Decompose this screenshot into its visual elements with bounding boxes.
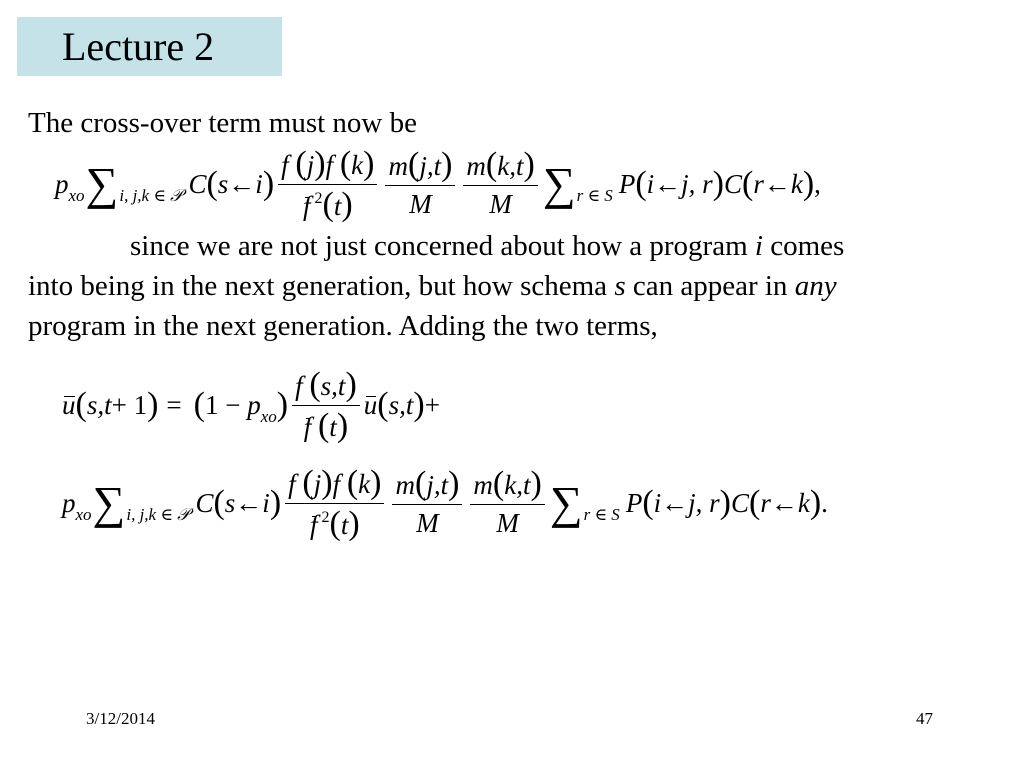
intro-text: The cross-over term must now be bbox=[28, 107, 417, 139]
explanation-line-2: into being in the next generation, but how schema s can appear in any bbox=[28, 270, 837, 302]
explanation-line-3: program in the next generation. Adding the two terms, bbox=[28, 310, 658, 342]
schema-equation-line-1: u ( s,t + 1 ) = ( 1 − p xo ) $\frac{f (s,t)}{f (t)}$ u ( s,t ) + bbox=[62, 365, 440, 444]
slide-title: Lecture 2 bbox=[62, 24, 215, 69]
crossover-equation: p xo ∑ i, j,k ∈ 𝒫 C ( s ← i ) $\frac{f (j)f (k)}{f ^2(t)}$ $\frac{m(j,t)}{M}$ $\frac{m(k,t)}{M}$ ∑ r ∈ S P ( i ← j, r ) C ( r ← k ) , bbox=[55, 144, 821, 223]
explanation-line-1: since we are not just concerned about how a program i comes bbox=[130, 230, 845, 262]
footer-date: 3/12/2014 bbox=[86, 709, 155, 728]
schema-equation-line-2: p xo ∑ i, j,k ∈ 𝒫 C ( s ← i ) $\frac{f (j)f (k)}{f ^2(t)}$ $\frac{m(j,t)}{M}$ $\frac{m(k,t)}{M}$ ∑ r ∈ S P ( i ← j, r ) C ( r ← k ) . bbox=[62, 463, 828, 542]
page-number: 47 bbox=[916, 709, 933, 728]
